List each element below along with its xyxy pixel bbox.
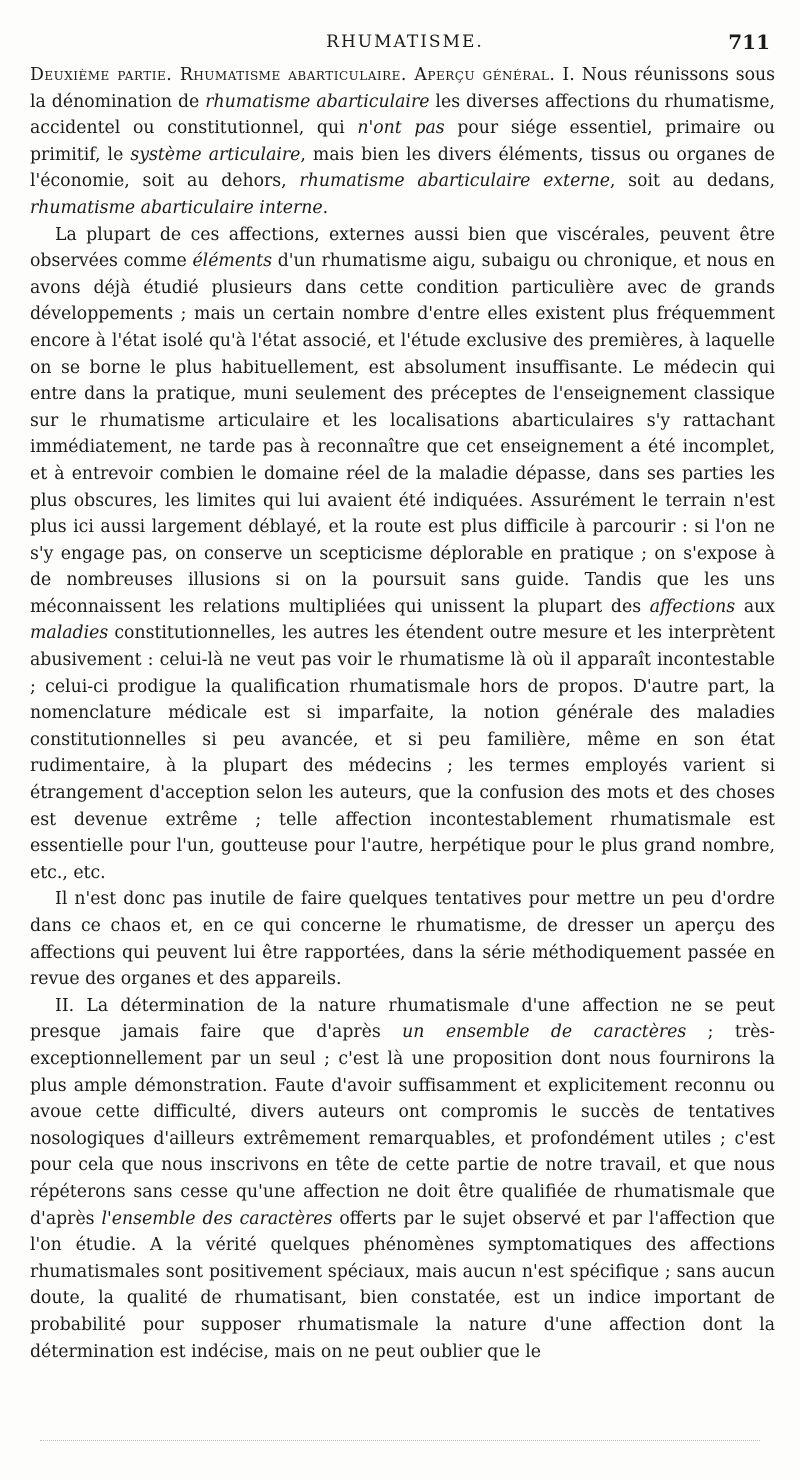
italic-phrase: rhumatisme abarticulaire (205, 91, 430, 112)
page-number: 711 (728, 30, 770, 54)
text-run: ; très-exceptionnellement par un seul ; c'est là une proposition dont nous fournirons la plus ample démonstration. Faute d'avoir suffisamment et explicitement reconnu ou avoue cette difficulté, divers auteurs ont compromis le succès de tentatives nosologiques d'ailleurs extrêmement remarquables, et profondément utiles ; c'est pour cela que nous inscrivons en tête de cette partie de notre travail, et que nous répéterons sans cesse qu'une affection ne doit être qualifiée de rhumatismale que d'après (30, 1022, 776, 1229)
text-run: La plupart de ces affections, externes aussi bien que viscérales, peuvent être observées comme (30, 224, 775, 272)
italic-phrase: l'ensemble des caractères (101, 1208, 333, 1229)
italic-phrase: rhumatisme abarticulaire externe (299, 171, 610, 192)
italic-phrase: n'ont pas (357, 118, 445, 139)
text-run: d'un rhumatisme aigu, subaigu ou chronique, et nous en avons déjà étudié plusieurs dans cette condition particulière avec de grands développements ; mais un certain nombre d'entre elles existent plus fréquemment encore à l'état isolé qu'à l'état associé, et l'étude exclusive des premières, à laquelle on se borne le plus habituellement, est absolument insuffisante. Le médecin qui entre dans la pratique, muni seulement des préceptes de l'enseignement classique sur le rhumatisme articulaire et les localisations abarticulaires s'y rattachant immédiatement, ne tarde pas à reconnaître que cet enseignement a été incomplet, et à entrevoir combien le domaine réel de la maladie dépasse, dans ses parties les plus obscures, les limites qui lui avaient été indiquées. Assurément le terrain n'est plus ici aussi largement déblayé, et la route est plus difficile à parcourir : si l'on ne s'y engage pas, on conserve un scepticisme déplorable en pratique ; on s'expose à de nombreuses illusions si on la poursuit sans guide. Tandis que les uns méconnaissent les relations multipliées qui unissent la plupart des (30, 251, 775, 617)
italic-phrase: affections (649, 596, 736, 617)
text-run: , mais bien les divers éléments, tissus ou organes de l'économie, soit au dehors, (30, 144, 775, 192)
paragraph (30, 222, 775, 887)
text-run: constitutionnelles, les autres les étendent outre mesure et les interprètent abusivement : celui-là ne veut pas voir le rhumatisme là où il apparaît incontestable ; celui-ci prodigue la qualification rhumatismale hors de propos. D'autre part, la nomenclature médicale est si imparfaite, la notion générale des maladies constitutionnelles si peu avancée, et si peu familière, même en son état rudimentaire, à la plupart des médecins ; les termes employés varient si étrangement d'acception selon les auteurs, que la confusion des mots et des choses est devenue extrême ; telle affection incontestablement rhumatismale est essentielle pour l'un, goutteuse pour l'autre, herpétique pour le plus grand nombre, etc., etc. (30, 623, 775, 883)
page-header (40, 30, 770, 60)
text-run: Il n'est donc pas inutile de faire quelques tentatives pour mettre un peu d'ordre dans ce chaos et, en ce qui concerne le rhumatisme, de dresser un aperçu des affections qui peuvent lui être rapportées, dans la série méthodiquement passée en revue des organes et des appareils. (30, 889, 775, 990)
italic-phrase: éléments (192, 251, 272, 272)
text-run: II. La détermination de la nature rhumatismale d'une affection ne se peut presque jamais faire que d'après (30, 995, 775, 1043)
paragraph (30, 886, 775, 992)
body-text (30, 62, 775, 1365)
text-run: . (322, 197, 329, 218)
italic-phrase: système articulaire (130, 144, 301, 165)
italic-phrase: rhumatisme abarticulaire interne (30, 197, 323, 218)
text-run: offerts par le sujet observé et par l'affection que l'on étudie. A la vérité quelques phénomènes symptomatiques des affections rhumatismales sont positivement spéciaux, mais aucun n'est spécifique ; sans aucun doute, la qualité de rhumatisant, bien constatée, est un indice important de probabilité pour supposer rhumatismale la nature d'une affection dont la détermination est indécise, mais on ne peut oublier que le (30, 1208, 775, 1362)
paragraph (30, 993, 775, 1365)
text-run: , soit au dedans, (609, 171, 776, 192)
running-title: RHUMATISME. (326, 32, 484, 52)
bottom-dotted-rule (40, 1440, 760, 1445)
italic-phrase: maladies (30, 623, 109, 644)
text-run: aux (735, 596, 775, 617)
paragraph (30, 62, 775, 222)
section-heading: Deuxième partie. Rhumatisme abarticulaire. Aperçu général. (30, 65, 556, 85)
text-run: pour siége essentiel, primaire ou primitif, le (30, 118, 775, 165)
italic-phrase: un ensemble de caractères (402, 1022, 687, 1043)
text-run: les diverses affections du rhumatisme, accidentel ou constitutionnel, qui (30, 91, 775, 139)
text-run: I. Nous réunissons sous la dénomination de (30, 65, 775, 112)
